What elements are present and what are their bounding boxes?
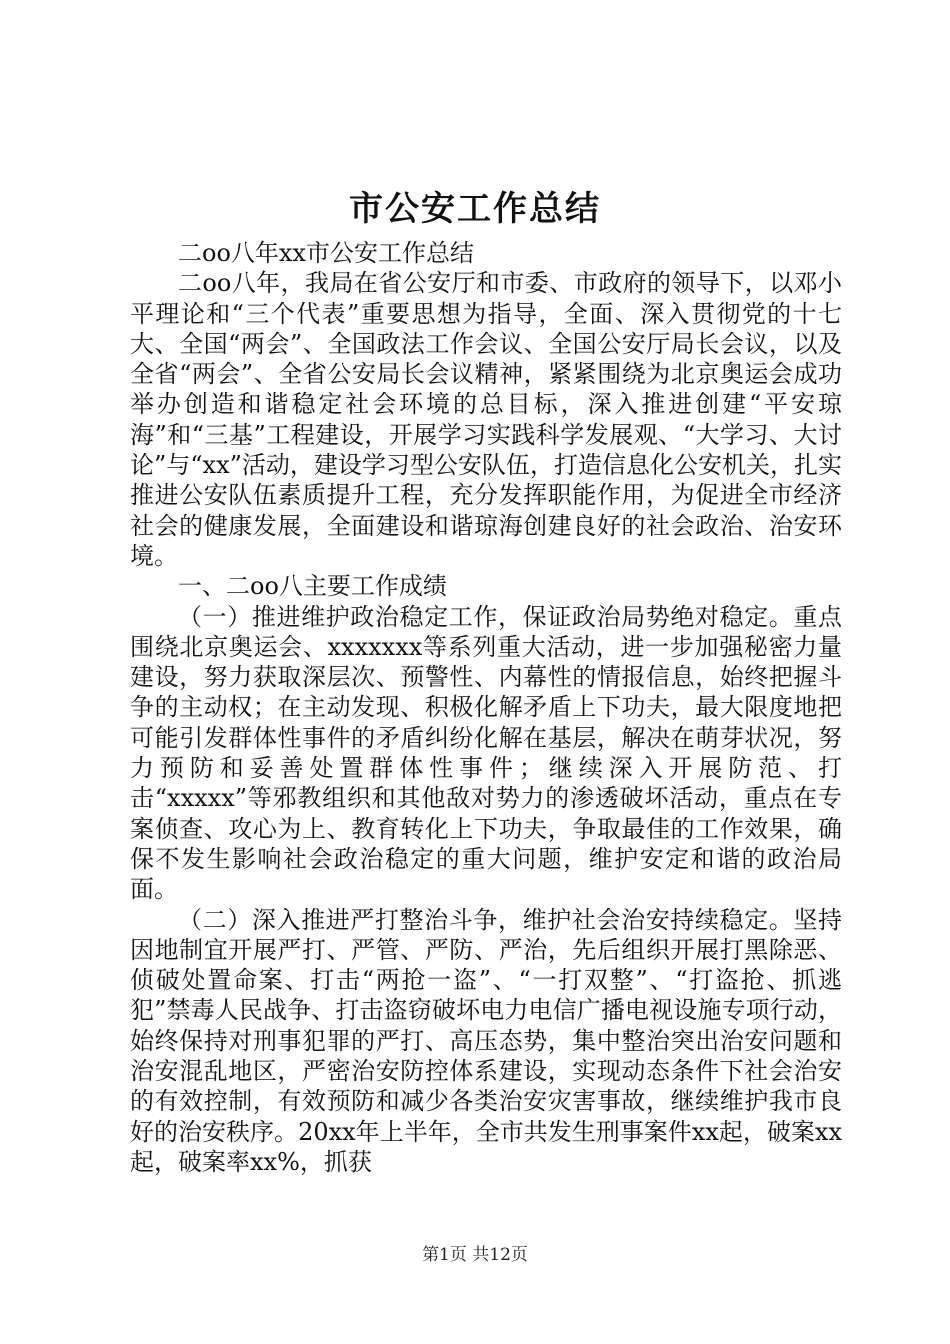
document-subtitle: 二oo八年xx市公安工作总结	[178, 239, 474, 267]
document-title: 市公安工作总结	[349, 189, 601, 229]
paragraph-intro: 二oo八年，我局在省公安厅和市委、市政府的领导下，以邓小平理论和“三个代表”重要思想为指导，全面、深入贯彻党的十七大、全国“两会”、全国政法工作会议、全国公安厅局长会议，以及全省“两会”、全省公安局长会议精神，紧紧围绕为北京奥运会成功举办创造和谐稳定社会环境的总目标，深入推进创建“平安琼海”和“三基”工程建设，开展学习实践科学发展观、“大学习、大讨论”与“xx”活动，建设学习型公安队伍，打造信息化公安机关，扎实推进公安队伍素质提升工程，充分发挥职能作用，为促进全市经济社会的健康发展，全面建设和谐琼海创建良好的社会政治、治安环境。	[130, 269, 842, 570]
page-footer: 第1页 共12页	[422, 1245, 528, 1265]
document-body	[130, 238, 842, 1177]
paragraph-political-stability: （一）推进维护政治稳定工作，保证政治局势绝对稳定。重点围绕北京奥运会、xxxxxxx等系列重大活动，进一步加强秘密力量建设，努力获取深层次、预警性、内幕性的情报信息，始终把握斗争的主动权；在主动发现、积极化解矛盾上下功夫，最大限度地把可能引发群体性事件的矛盾纠纷化解在基层，解决在萌芽状况，努力预防和妥善处置群体性事件；继续深入开展防范、打击“xxxxx”等邪教组织和其他敌对势力的渗透破坏活动，重点在专案侦查、攻心为上、教育转化上下功夫，争取最佳的工作效果，确保不发生影响社会政治稳定的重大问题，维护安定和谐的政治局面。	[130, 602, 842, 904]
paragraph-crackdown: （二）深入推进严打整治斗争，维护社会治安持续稳定。坚持因地制宜开展严打、严管、严防、严治，先后组织开展打黑除恶、侦破处置命案、打击“两抢一盗”、“一打双整”、“打盗抢、抓逃犯”禁毒人民战争、打击盗窃破坏电力电信广播电视设施专项行动，始终保持对刑事犯罪的严打、高压态势，集中整治突出治安问题和治安混乱地区，严密治安防控体系建设，实现动态条件下社会治安的有效控制，有效预防和减少各类治安灾害事故，继续维护我市良好的治安秩序。20xx年上半年，全市共发生刑事案件xx起，破案xx起，破案率xx%，抓获	[130, 905, 842, 1176]
section-heading-achievements: 一、二oo八主要工作成绩	[178, 572, 447, 601]
